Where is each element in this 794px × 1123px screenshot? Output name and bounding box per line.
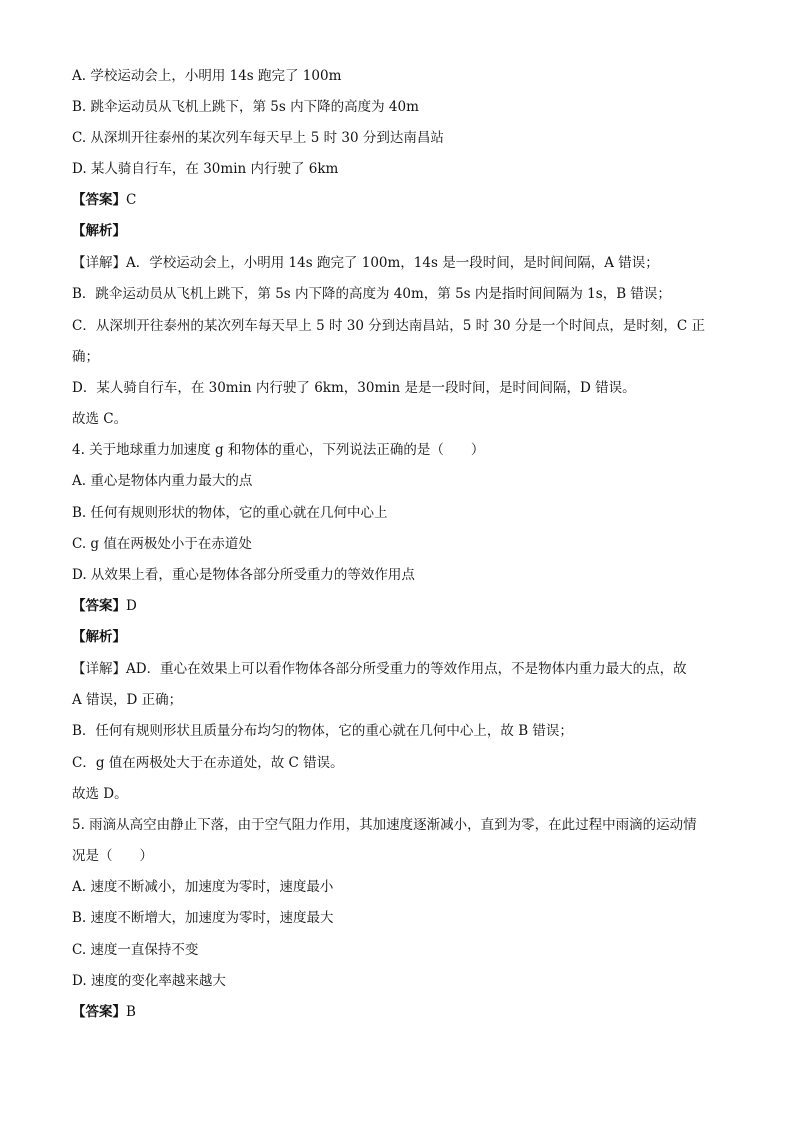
answer-value: C — [126, 192, 137, 208]
question-5-stem-cont: 况是（ ） — [72, 848, 153, 864]
explanation-line: B．任何有规则形状且质量分布均匀的物体，它的重心就在几何中心上，故 B 错误； — [72, 723, 573, 739]
question-4-stem: 4. 关于地球重力加速度 g 和物体的重心，下列说法正确的是（ ） — [72, 442, 485, 458]
explanation-line: 【详解】A．学校运动会上，小明用 14s 跑完了 100m，14s 是一段时间，是时间间隔，A 错误； — [72, 255, 659, 271]
option-b-q4: B. 任何有规则形状的物体，它的重心就在几何中心上 — [72, 505, 388, 521]
answer-tag: 【答案】 — [72, 598, 126, 614]
answer-q4 — [72, 597, 734, 615]
option-d-q4: D. 从效果上看，重心是物体各部分所受重力的等效作用点 — [72, 567, 415, 583]
analysis-tag-q3: 【解析】 — [72, 223, 126, 239]
option-c-q3: C. 从深圳开往泰州的某次列车每天早上 5 时 30 分到达南昌站 — [72, 130, 444, 146]
explanation-line: A 错误，D 正确； — [72, 692, 183, 708]
explanation-line: 【详解】AD．重心在效果上可以看作物体各部分所受重力的等效作用点，不是物体内重力最大的点，故 — [72, 661, 687, 677]
answer-q5 — [72, 1003, 734, 1021]
option-b-q3: B. 跳伞运动员从飞机上跳下，第 5s 内下降的高度为 40m — [72, 99, 419, 115]
explanation-line: B．跳伞运动员从飞机上跳下，第 5s 内下降的高度为 40m，第 5s 内是指时间间隔为 1s，B 错误； — [72, 286, 671, 302]
explanation-line: 确； — [72, 349, 99, 365]
option-a-q3: A. 学校运动会上，小明用 14s 跑完了 100m — [72, 68, 342, 84]
option-c-q4: C. g 值在两极处小于在赤道处 — [72, 536, 252, 552]
explanation-line: C．g 值在两极处大于在赤道处，故 C 错误。 — [72, 755, 344, 771]
conclusion-line: 故选 C。 — [72, 411, 128, 427]
explanation-line: C．从深圳开往泰州的某次列车每天早上 5 时 30 分到达南昌站，5 时 30 分是一个时间点，是时刻，C 正 — [72, 318, 706, 334]
answer-tag: 【答案】 — [72, 1004, 126, 1020]
option-d-q3: D. 某人骑自行车，在 30min 内行驶了 6km — [72, 161, 339, 177]
question-5-stem: 5. 雨滴从高空由静止下落，由于空气阻力作用，其加速度逐渐减小，直到为零，在此过程中雨滴的运动情 — [72, 817, 697, 833]
analysis-tag-q4: 【解析】 — [72, 629, 126, 645]
answer-value: B — [126, 1004, 136, 1020]
answer-value: D — [126, 598, 137, 614]
option-c-q5: C. 速度一直保持不变 — [72, 942, 199, 958]
explanation-line: D．某人骑自行车，在 30min 内行驶了 6km，30min 是是一段时间，是时间间隔，D 错误。 — [72, 380, 636, 396]
option-a-q4: A. 重心是物体内重力最大的点 — [72, 473, 253, 489]
option-b-q5: B. 速度不断增大，加速度为零时，速度最大 — [72, 910, 334, 926]
option-a-q5: A. 速度不断减小，加速度为零时，速度最小 — [72, 879, 334, 895]
option-d-q5: D. 速度的变化率越来越大 — [72, 973, 226, 989]
conclusion-line: 故选 D。 — [72, 786, 128, 802]
answer-q3 — [72, 191, 734, 209]
answer-tag: 【答案】 — [72, 192, 126, 208]
